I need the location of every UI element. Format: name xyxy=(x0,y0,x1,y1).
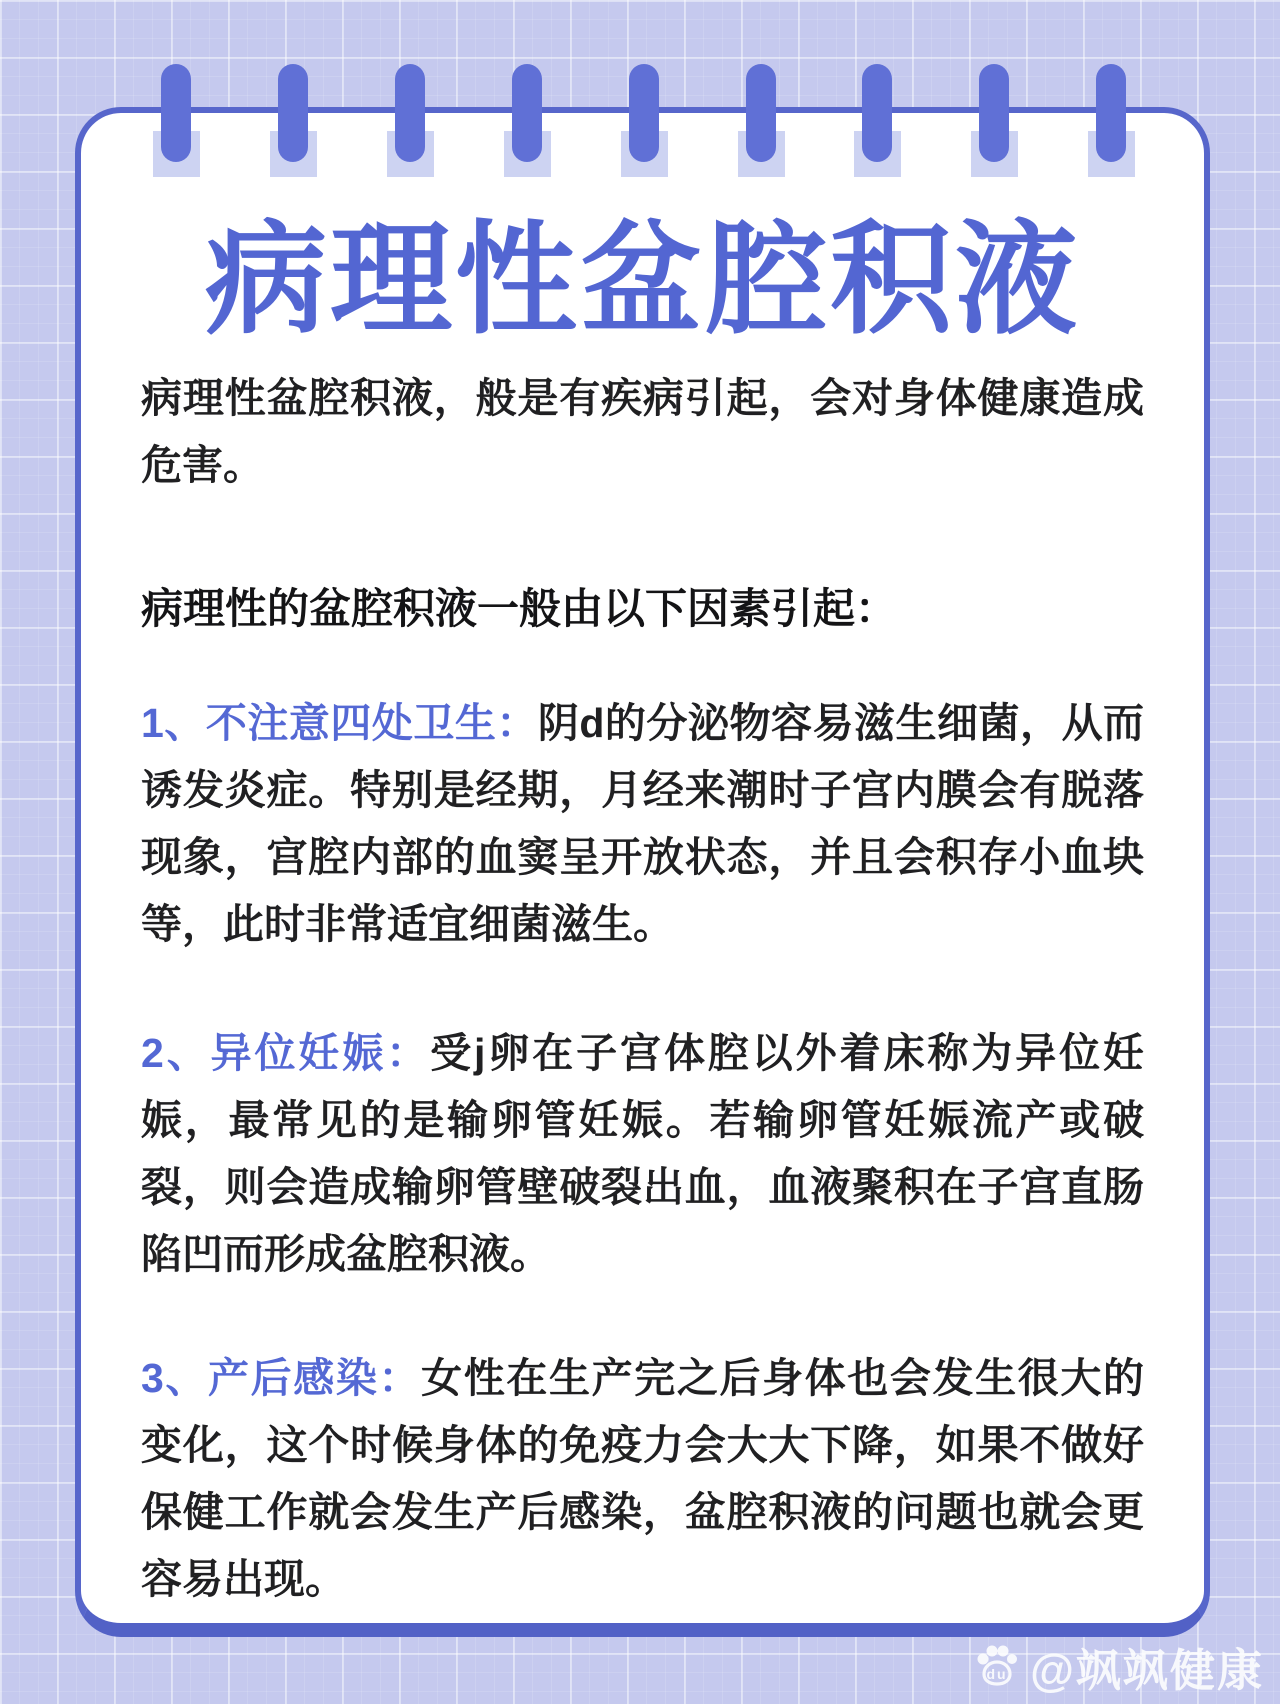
factor-item-3 xyxy=(141,1345,1144,1613)
factor-1-text: 阴d的分泌物容易滋生细菌，从而诱发炎症。特别是经期，月经来潮时子宫内膜会有脱落现象，宫腔内部的血窦呈开放状态，并且会积存小血块等，此时非常适宜细菌滋生。 xyxy=(141,700,1144,947)
factor-1-label: 1、不注意四处卫生： xyxy=(141,700,538,746)
factor-3-text: 女性在生产完之后身体也会发生很大的变化，这个时候身体的免疫力会大大下降，如果不做好保健工作就会发生产后感染，盆腔积液的问题也就会更容易出现。 xyxy=(141,1355,1144,1602)
paw-icon-text: du xyxy=(986,1665,1008,1682)
factor-3-label: 3、产后感染： xyxy=(141,1355,422,1401)
binder-ring xyxy=(1096,64,1126,162)
watermark-handle: @飒飒健康 xyxy=(1030,1645,1264,1696)
binder-ring xyxy=(278,64,308,162)
binder-ring xyxy=(746,64,776,162)
binder-ring xyxy=(512,64,542,162)
page-title: 病理性盆腔积液 xyxy=(205,212,1080,348)
binder-ring xyxy=(161,64,191,162)
binder-ring xyxy=(395,64,425,162)
binder-ring xyxy=(979,64,1009,162)
factor-item-2 xyxy=(141,1020,1144,1288)
factor-item-1 xyxy=(141,690,1144,958)
notebook-card xyxy=(75,107,1210,1637)
section-heading: 病理性的盆腔积液一般由以下因素引起： xyxy=(141,585,898,632)
factor-2-text: 受j卵在子宫体腔以外着床称为异位妊娠，最常见的是输卵管妊娠。若输卵管妊娠流产或破裂，则会造成输卵管壁破裂出血，血液聚积在子宫直肠陷凹而形成盆腔积液。 xyxy=(141,1030,1144,1277)
binder-ring xyxy=(629,64,659,162)
factor-2-label: 2、异位妊娠： xyxy=(141,1030,431,1076)
intro-paragraph: 病理性盆腔积液，般是有疾病引起，会对身体健康造成危害。 xyxy=(141,375,1144,488)
binder-ring xyxy=(862,64,892,162)
watermark xyxy=(972,1634,1264,1699)
paw-icon xyxy=(972,1642,1022,1692)
